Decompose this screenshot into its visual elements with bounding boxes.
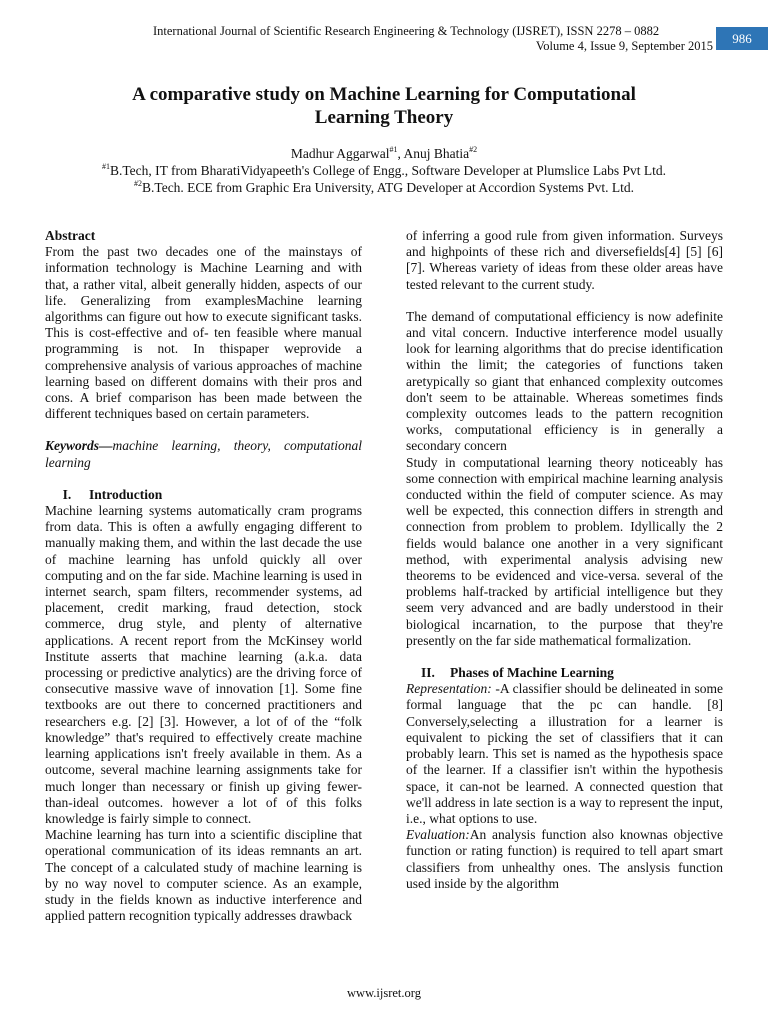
section-1-heading bbox=[45, 487, 362, 503]
representation-paragraph bbox=[406, 681, 723, 827]
title-line-1: A comparative study on Machine Learning for Computational bbox=[132, 84, 636, 105]
affiliation-2-marker: #2 bbox=[134, 179, 143, 188]
abstract-text: From the past two decades one of the mainstays of information technology is Machine Learning and with that, a rather vital, albeit generally hidden, aspects of our life. Generalizing from examplesMachine learning algorithms can figure out how to execute significant tasks. This is cost-effective and of- ten feasible where manual programming is not. In thispaper weprovide a comprehensive analysis of various approaches of machine learning based on different domains with their pros and cons. A brief comparison has been made between the different techniques based on certain parameters. bbox=[45, 244, 362, 422]
section-1-title: Introduction bbox=[89, 486, 163, 502]
representation-label: Representation: bbox=[406, 681, 492, 697]
left-column bbox=[45, 228, 362, 924]
author-block bbox=[0, 145, 768, 196]
affiliation-1-marker: #1 bbox=[101, 162, 110, 171]
intro-paragraph-1: Machine learning systems automatically cram programs from data. This is often a awfully engaging different to manually making them, and within the last decade the use of machine learning has unfold quickly all over computing and on the far side. Machine learning is used in internet search, spam filters, recommender systems, ad placement, credit marking, fraud detection, stock commerce, drug style, and plenty of alternative applications. A recent report from the McKinsey world Institute asserts that machine learning (a.k.a. data processing or predictive analytics) are the driving force of consecutive massive wave of innovation [1]. Some fine textbooks are out there to concerned practitioners and researchers e.g. [2] [3]. However, a lot of of the “folk knowledge” that's required to effectively create machine learning applications isn't freely available in them. As a outcome, several machine learning assignments take for much longer than necessary or finish up giving fewer- than-ideal outcomes. however a lot of of this folks knowledge is fairly simple to connect. bbox=[45, 503, 362, 826]
page-number-badge: 986 bbox=[716, 27, 768, 50]
keywords-label: Keywords— bbox=[45, 438, 113, 454]
footer-url: www.ijsret.org bbox=[347, 986, 421, 1000]
right-paragraph-3: Study in computational learning theory noticeably has some connection with empirical machine learning analysis conducted within the field of computer science. As may well be expected, this connection differs in strength and connection from problem to problem. Idyllically the 2 fields would balance one another in a very significant method, with experimental analysis advising new theorems to be evidenced and vice-versa. several of the problems half-tracked by artificial intelligence but they seem very advanced and are badly understood in their biological incarnation, to the purpose that they're presently on the far side mathematical formalization. bbox=[406, 454, 723, 648]
affiliation-2-text: B.Tech. ECE from Graphic Era University, ATG Developer at Accordion Systems Pvt. Ltd. bbox=[142, 180, 634, 195]
right-paragraph-1: of inferring a good rule from given information. Surveys and highpoints of these rich and diversefields[4] [5] [6] [7]. Whereas variety of ideas from these older areas have tested relevant to the current study. bbox=[406, 228, 723, 292]
section-1-number: I. bbox=[62, 486, 72, 502]
representation-text: -A classifier should be delineated in some formal language that the pc can handle. [8] Conversely,selecting a illustration for a learner is equivalent to picking the set of classifiers that it can probably learn. This set is named as the hypothesis space of the learner. If a classifier isn't within the hypothesis space, it can-not be learned. A connected question that we'll address in late section is a way to represent the input, i.e., what options to use. bbox=[406, 681, 723, 826]
affiliation-1-text: B.Tech, IT from BharatiVidyapeeth's College of Engg., Software Developer at Plumslice Labs Pvt Ltd. bbox=[109, 163, 667, 178]
author-1: Madhur Aggarwal bbox=[290, 146, 390, 161]
author-names bbox=[0, 145, 768, 162]
evaluation-paragraph bbox=[406, 827, 723, 892]
evaluation-text: An analysis function also knownas objective function or rating function) is required to tell apart smart classifiers from unhealthy ones. The anslysis function used inside by the algorithm bbox=[406, 827, 723, 891]
section-2-number: II. bbox=[421, 665, 435, 681]
section-2-title: Phases of Machine Learning bbox=[450, 665, 614, 681]
keywords bbox=[45, 438, 362, 470]
affiliation-2 bbox=[0, 179, 768, 196]
intro-paragraph-2: Machine learning has turn into a scientific discipline that operational communication of its ideas remnants an art. The concept of a calculated study of machine learning is by no way novel to computer science. As an example, study in the fields known as inductive interference and applied pattern recognition typically addresses drawback bbox=[45, 827, 362, 924]
author-1-marker: #1 bbox=[389, 145, 398, 154]
volume-issue: Volume 4, Issue 9, September 2015 bbox=[535, 39, 713, 53]
author-2: , Anuj Bhatia bbox=[397, 146, 470, 161]
keywords-text: machine learning, theory, computational learning bbox=[45, 438, 362, 470]
journal-name: International Journal of Scientific Research Engineering & Technology (IJSRET), ISSN 2278 – 0882 bbox=[153, 24, 660, 38]
author-2-marker: #2 bbox=[469, 145, 478, 154]
evaluation-label: Evaluation: bbox=[406, 827, 470, 843]
paper-title bbox=[0, 83, 768, 129]
affiliation-1 bbox=[0, 162, 768, 179]
title-line-2: Learning Theory bbox=[314, 107, 454, 128]
section-2-heading bbox=[406, 665, 723, 681]
abstract-heading: Abstract bbox=[45, 228, 96, 243]
right-column bbox=[406, 228, 723, 892]
right-paragraph-2: The demand of computational efficiency is now adefinite and vital concern. Inductive interference model usually look for learning algorithms that do precise identification within the limit; the categories of functions taken aretypically so giant that enhanced complexity outcomes don't seem to be attainable. Whereas sometimes finds complexity outcomes leads to the pattern recognition works, computational efficiency is in generally a secondary concern bbox=[406, 308, 723, 454]
